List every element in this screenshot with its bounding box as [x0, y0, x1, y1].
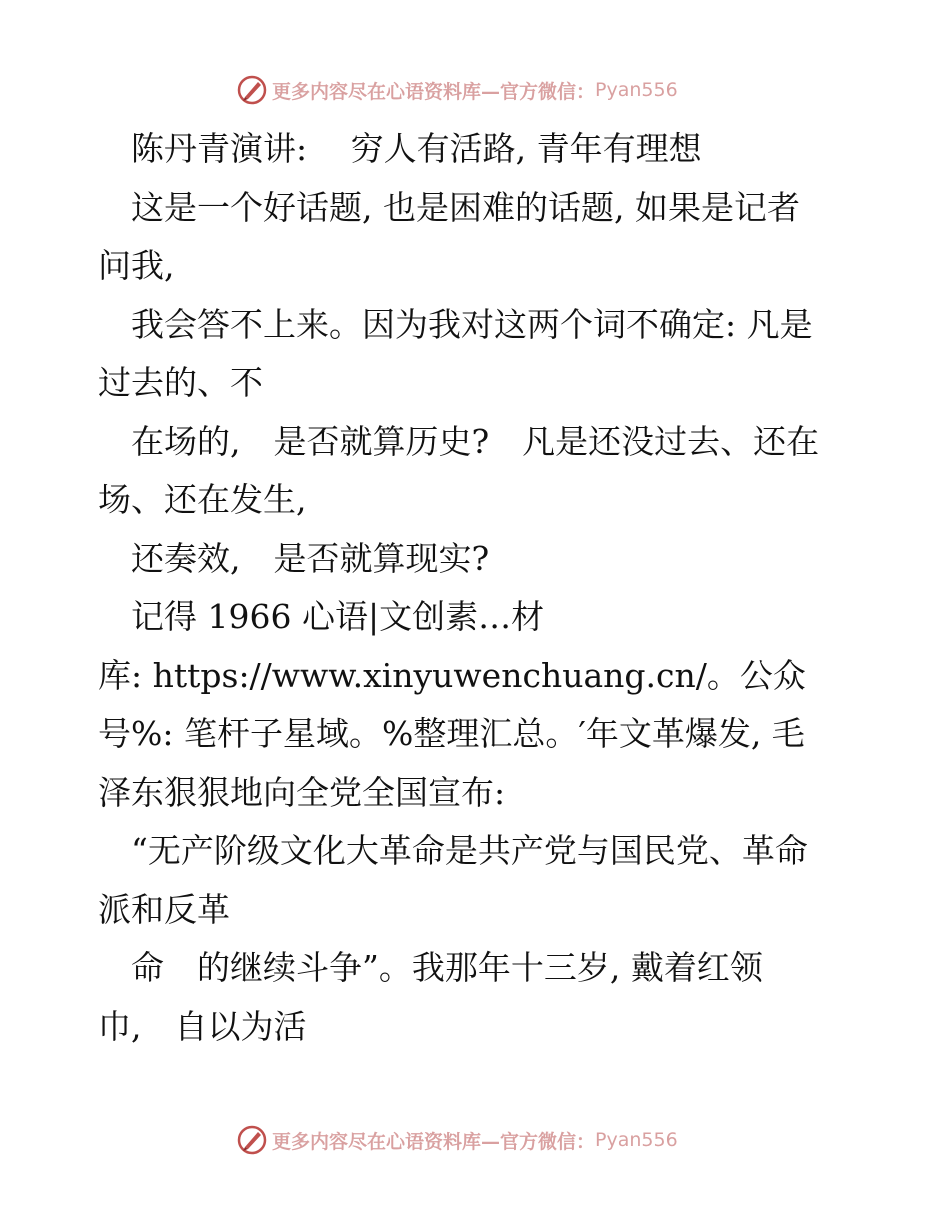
article-body: [98, 120, 858, 1056]
article-line: 泽东狠狠地向全党全国宣布:: [98, 772, 506, 812]
article-line: 巾, 自以为活: [98, 1006, 307, 1046]
pen-logo-icon: [236, 1124, 268, 1156]
article-line: 这是一个好话题, 也是困难的话题, 如果是记者: [98, 187, 800, 227]
article-line: 问我,: [98, 246, 175, 285]
footer-brand-text: 更多内容尽在心语资料库—官方微信：: [272, 1130, 596, 1153]
article-line: 号%: 笔杆子星域。%整理汇总。′年文革爆发, 毛: [98, 714, 805, 753]
article-line: 过去的、不: [98, 363, 263, 402]
article-line: “无产阶级文化大革命是共产党与国民党、革命: [98, 831, 808, 870]
article-line: 记得 1966 心语|文创素…材: [98, 597, 545, 636]
article-line: 在场的, 是否就算历史? 凡是还没过去、还在: [98, 421, 820, 461]
article-line: 场、还在发生,: [98, 480, 307, 519]
article-line: 还奏效, 是否就算现实?: [98, 538, 490, 578]
article-line: 库: https://www.xinyuwenchuang.cn/。公众: [98, 655, 806, 695]
header-brand-text: 更多内容尽在心语资料库—官方微信：: [272, 80, 596, 103]
footer-account-text: Pyan556: [595, 1129, 678, 1151]
article-line: 我会答不上来。因为我对这两个词不确定: 凡是: [98, 304, 813, 344]
footer-watermark: [236, 1123, 716, 1157]
article-line: 命 的继续斗争”。我那年十三岁, 戴着红领: [98, 948, 763, 987]
pen-logo-icon: [236, 74, 268, 106]
header-watermark: [236, 73, 716, 107]
article-line: 陈丹青演讲: 穷人有活路, 青年有理想: [98, 129, 702, 168]
article-line: 派和反革: [98, 889, 230, 929]
header-account-text: Pyan556: [595, 79, 678, 101]
